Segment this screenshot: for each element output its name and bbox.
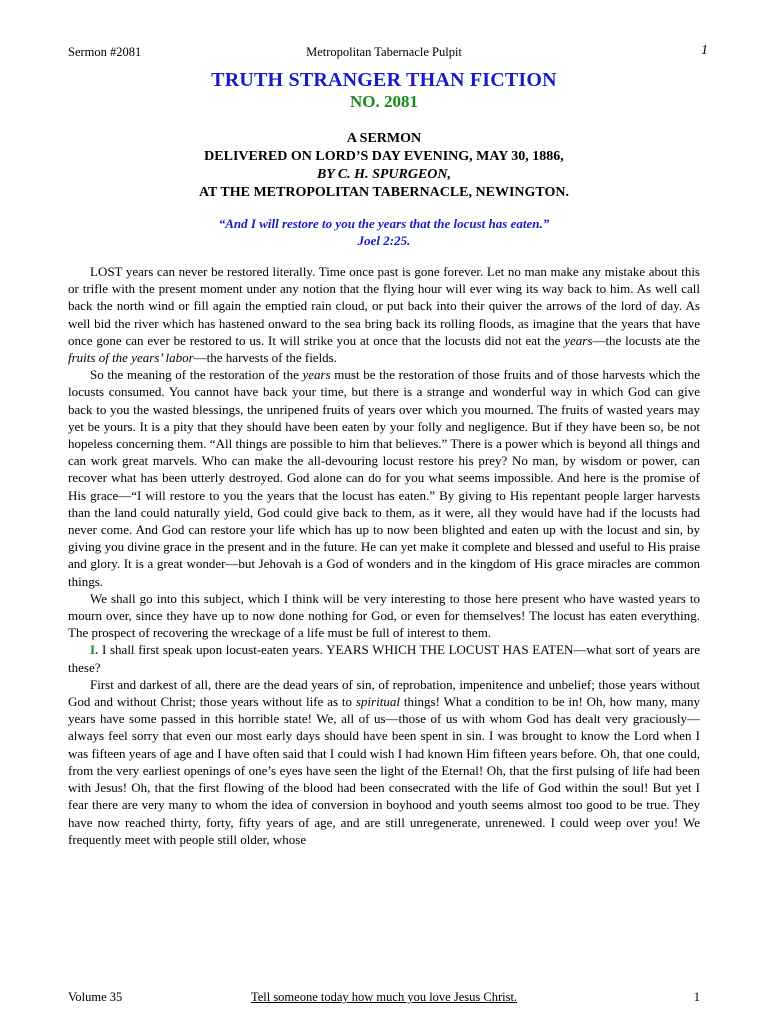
italic-run: years xyxy=(564,332,593,348)
footer-tagline: Tell someone today how much you love Jesus Christ. xyxy=(250,990,518,1004)
running-footer xyxy=(68,990,700,1008)
paragraph-2 xyxy=(68,366,700,590)
running-header xyxy=(68,43,708,65)
volume-label: Volume 35 xyxy=(68,990,123,1004)
text-run: —the harvests of the fields. xyxy=(193,350,337,366)
paragraph-3: We shall go into this subject, which I think will be very interesting to those here present who have wasted years to mourn over, since they have up to now done nothing for God, or even for themselves! The locust has eaten everything. The prospect of recovering the wreckage of a life must be full of interest to them. xyxy=(68,590,700,641)
delivery-block xyxy=(0,130,768,202)
paragraph-1 xyxy=(68,263,700,366)
paragraph-5 xyxy=(68,676,700,848)
scripture-quote: “And I will restore to you the years that the locust has eaten.” xyxy=(218,216,550,231)
sermon-number-heading: NO. 2081 xyxy=(350,92,418,111)
scripture-reference: Joel 2:25. xyxy=(357,233,411,248)
page-number: 1 xyxy=(693,990,700,1004)
text-run: So the meaning of the restoration of the xyxy=(90,367,303,383)
italic-run: fruits of the years’ labor xyxy=(68,350,194,366)
text-run: First and darkest of all, there are the dead years of sin, of reprobation, impenitence and unbelief; those years without God and without Christ; those years without life as to xyxy=(68,676,700,710)
text-run: I shall first speak upon locust-eaten years. YEARS WHICH THE LOCUST HAS EATEN—what sort of years are these? xyxy=(68,642,700,675)
sermon-body xyxy=(68,263,700,848)
delivery-line-date: DELIVERED ON LORD’S DAY EVENING, MAY 30, 1886, xyxy=(204,149,564,164)
sermon-number: Sermon #2081 xyxy=(68,45,142,59)
delivery-line-place: AT THE METROPOLITAN TABERNACLE, NEWINGTON. xyxy=(198,185,570,200)
italic-run: years xyxy=(302,367,331,383)
section-numeral: I. xyxy=(90,642,99,658)
text-run: LOST years can never be restored literally. Time once past is gone forever. Let no man make any mistake about this or trifle with the present moment under any notion that the flying hour will ever wing its way back to him. As well call back the north wind or fill again the emptied rain cloud, or put back into their quiver the arrows of the lord of day. As well bid the river which has hastened onward to the sea bring back its rolling floods, as imagine that the years that have once gone can ever be restored to us. It will strike you at once that the locusts did not eat the xyxy=(68,264,700,348)
scripture-block xyxy=(0,215,768,249)
sermon-title: TRUTH STRANGER THAN FICTION xyxy=(211,69,557,91)
delivery-line-author: BY C. H. SPURGEON, xyxy=(316,167,452,182)
publication-name: Metropolitan Tabernacle Pulpit xyxy=(306,45,462,59)
text-run: must be the restoration of those fruits and of those harvests which the locusts consumed. You cannot have back your time, but there is a strange and wonderful way in which God can give back to you the wasted blessings, the unripened fruits of years over which you mourned. The fruits of wasted years may yet be yours. It is a pity that they should have been eaten by your folly and negligence. But if they have been so, be not hopeless concerning them. “All things are possible to him that believes.” There is a power which is beyond all things and can work great marvels. Who can make the all-devouring locust restore his prey? No man, by wisdom or power, can recover what has been utterly destroyed. God alone can do for you what seems impossible. And here is the promise of His grace—“I will restore to you the years that the locust has eaten.” By giving to His repentant people larger harvests than the land could naturally yield, God could give back to them, as it were, all they would have had if the locusts had never come. And God can restore your life which has up to now been blighted and eaten up with the locust and sin, by giving you divine grace in the present and in the future. He can yet make it complete and blessed and useful to His praise and glory. It is a great wonder—but Jehovah is a God of wonders and in the kingdom of His grace miracles are common things. xyxy=(68,367,701,589)
italic-run: spiritual xyxy=(355,694,400,710)
delivery-line-sermon: A SERMON xyxy=(346,131,422,146)
page-mark: 1 xyxy=(701,43,708,58)
text-run: —the locusts ate the xyxy=(592,332,701,348)
paragraph-4 xyxy=(68,641,700,675)
text-run: things! What a condition to be in! Oh, how many, many years have some passed in this horrible state! We, all of us—those of us with whom God has dealt very graciously—always feel sorry that even our most early days should have been spent in sin. I was brought to know the Lord when I was fifteen years of age and I have often said that I could wish I had known Him fifteen years before. Oh, that one could, from the very earliest openings of one’s eyes have seen the light of the Eternal! Oh, that the first pulsing of life had been with Jesus! Oh, that the first flowing of the blood had been consecrated with the life of God within the soul! But yet I fear there are very many to whom the idea of conversion in boyhood and youth seems almost too good to be true. They have now reached thirty, forty, fifty years of age, and are still unregenerate, unrenewed. I could weep over you! We frequently meet with people still older, whose xyxy=(68,694,700,847)
